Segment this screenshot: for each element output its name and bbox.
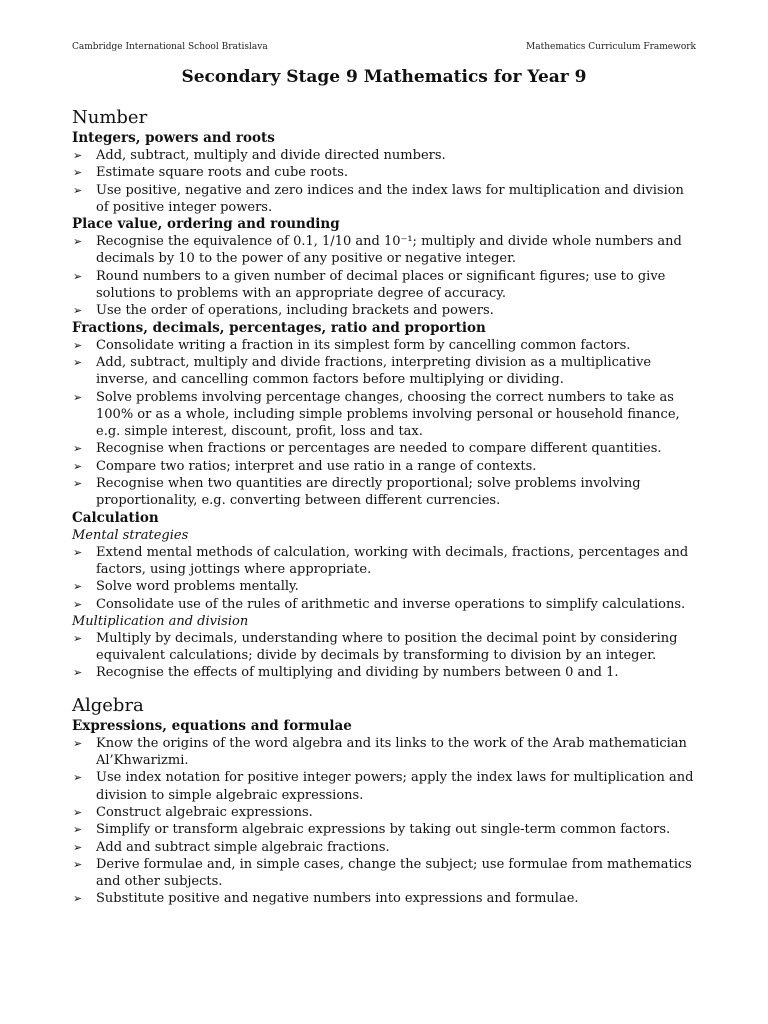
list-item <box>72 630 700 665</box>
list-item-text: Construct algebraic expressions. <box>96 804 313 820</box>
arrow-bullet-icon: ➢ <box>73 857 83 871</box>
arrow-bullet-icon: ➢ <box>73 338 83 352</box>
arrow-bullet-icon: ➢ <box>73 390 83 404</box>
list-item <box>72 233 700 268</box>
page-header <box>72 42 696 52</box>
header-school: Cambridge International School Bratislava <box>72 42 268 52</box>
bullet-list <box>72 337 700 510</box>
subsection-heading: Place value, ordering and rounding <box>72 216 340 233</box>
list-item-text: Recognise when fractions or percentages are needed to compare different quantities. <box>96 441 662 457</box>
bullet-list <box>72 735 700 908</box>
bullet-list <box>72 147 700 216</box>
list-item-text: Add and subtract simple algebraic fractions. <box>96 839 390 855</box>
list-item-text: Compare two ratios; interpret and use ratio in a range of contexts. <box>96 458 537 474</box>
document-body <box>72 106 700 908</box>
list-item <box>72 578 700 595</box>
list-item-text: Consolidate writing a fraction in its simplest form by cancelling common factors. <box>96 337 631 353</box>
header-framework: Mathematics Curriculum Framework <box>526 42 696 52</box>
arrow-bullet-icon: ➢ <box>73 545 83 559</box>
list-item <box>72 302 700 319</box>
arrow-bullet-icon: ➢ <box>73 183 83 197</box>
list-item-text: Add, subtract, multiply and divide fractions, interpreting division as a multiplicative inverse, and cancelling common factors before multiplying or dividing. <box>96 354 652 388</box>
list-item <box>72 544 700 579</box>
section-heading: Algebra <box>72 694 144 716</box>
arrow-bullet-icon: ➢ <box>73 442 83 456</box>
list-item-text: Simplify or transform algebraic expressions by taking out single-term common factors. <box>96 822 671 838</box>
list-item-text: Round numbers to a given number of decimal places or significant figures; use to give solutions to problems with an appropriate degree of accuracy. <box>96 268 666 302</box>
arrow-bullet-icon: ➢ <box>73 666 83 680</box>
arrow-bullet-icon: ➢ <box>73 149 83 162</box>
subsection-heading: Calculation <box>72 509 159 526</box>
bullet-list <box>72 233 700 319</box>
list-item-text: Consolidate use of the rules of arithmetic and inverse operations to simplify calculations. <box>96 596 686 612</box>
arrow-bullet-icon: ➢ <box>73 166 83 180</box>
list-item <box>72 664 700 681</box>
subsection-heading: Integers, powers and roots <box>72 130 275 146</box>
list-item <box>72 856 700 891</box>
bullet-list <box>72 630 700 682</box>
list-item-text: Derive formulae and, in simple cases, change the subject; use formulae from mathematics and other subjects. <box>96 856 692 890</box>
list-item-text: Add, subtract, multiply and divide directed numbers. <box>96 148 446 163</box>
list-item <box>72 337 700 354</box>
list-item-text: Use index notation for positive integer powers; apply the index laws for multiplication and division to simple algebraic expressions. <box>96 770 694 803</box>
arrow-bullet-icon: ➢ <box>73 580 83 594</box>
list-item-text: Solve word problems mentally. <box>96 579 299 595</box>
subsection-italic-heading: Multiplication and division <box>72 613 249 629</box>
list-item <box>72 164 700 181</box>
arrow-bullet-icon: ➢ <box>73 736 83 750</box>
list-item <box>72 147 700 164</box>
arrow-bullet-icon: ➢ <box>73 355 83 369</box>
list-item <box>72 182 700 217</box>
section-heading: Number <box>72 107 148 128</box>
list-item <box>72 389 700 441</box>
subsection-italic-heading: Mental strategies <box>72 527 189 543</box>
arrow-bullet-icon: ➢ <box>73 477 83 491</box>
list-item <box>72 440 700 457</box>
subsection-heading: Expressions, equations and formulae <box>72 717 352 734</box>
list-item <box>72 735 700 770</box>
arrow-bullet-icon: ➢ <box>73 840 83 854</box>
arrow-bullet-icon: ➢ <box>73 805 83 819</box>
list-item <box>72 804 700 821</box>
subsection-heading: Fractions, decimals, percentages, ratio and proportion <box>72 319 486 336</box>
list-item <box>72 458 700 475</box>
arrow-bullet-icon: ➢ <box>73 771 83 785</box>
list-item-text: Know the origins of the word algebra and its links to the work of the Arab mathematician Al’Khwarizmi. <box>96 735 687 769</box>
list-item <box>72 890 700 907</box>
arrow-bullet-icon: ➢ <box>73 892 83 906</box>
arrow-bullet-icon: ➢ <box>73 597 83 611</box>
document-title: Secondary Stage 9 Mathematics for Year 9 <box>181 67 587 87</box>
list-item-text: Multiply by decimals, understanding where to position the decimal point by considering equivalent calculations; divide by decimals by transforming to division by an integer. <box>96 630 678 664</box>
list-item-text: Recognise the effects of multiplying and dividing by numbers between 0 and 1. <box>96 665 619 681</box>
list-item <box>72 475 700 510</box>
list-item <box>72 769 700 804</box>
list-item-text: Use positive, negative and zero indices and the index laws for multiplication and division of positive integer powers. <box>96 182 684 215</box>
list-item-text: Recognise the equivalence of 0.1, 1/10 and 10⁻¹; multiply and divide whole numbers and decimals by 10 to the power of any positive or negative integer. <box>96 234 682 267</box>
arrow-bullet-icon: ➢ <box>73 304 83 318</box>
list-item <box>72 821 700 838</box>
arrow-bullet-icon: ➢ <box>73 823 83 837</box>
list-item <box>72 596 700 613</box>
arrow-bullet-icon: ➢ <box>73 235 83 249</box>
list-item-text: Recognise when two quantities are directly proportional; solve problems involving proportionality, e.g. converting between different currencies. <box>96 476 641 509</box>
arrow-bullet-icon: ➢ <box>73 459 83 473</box>
list-item <box>72 268 700 303</box>
list-item-text: Substitute positive and negative numbers into expressions and formulae. <box>96 891 579 907</box>
list-item-text: Extend mental methods of calculation, working with decimals, fractions, percentages and factors, using jottings where appropriate. <box>96 544 689 577</box>
arrow-bullet-icon: ➢ <box>73 631 83 645</box>
list-item-text: Estimate square roots and cube roots. <box>96 165 348 181</box>
list-item <box>72 354 700 389</box>
list-item <box>72 839 700 856</box>
arrow-bullet-icon: ➢ <box>73 269 83 283</box>
bullet-list <box>72 544 700 613</box>
list-item-text: Use the order of operations, including brackets and powers. <box>96 303 494 319</box>
list-item-text: Solve problems involving percentage changes, choosing the correct numbers to take as 100% or as a whole, including simple problems involving personal or household finance, e.g. simple interest, discount, profit, loss and tax. <box>96 389 680 440</box>
